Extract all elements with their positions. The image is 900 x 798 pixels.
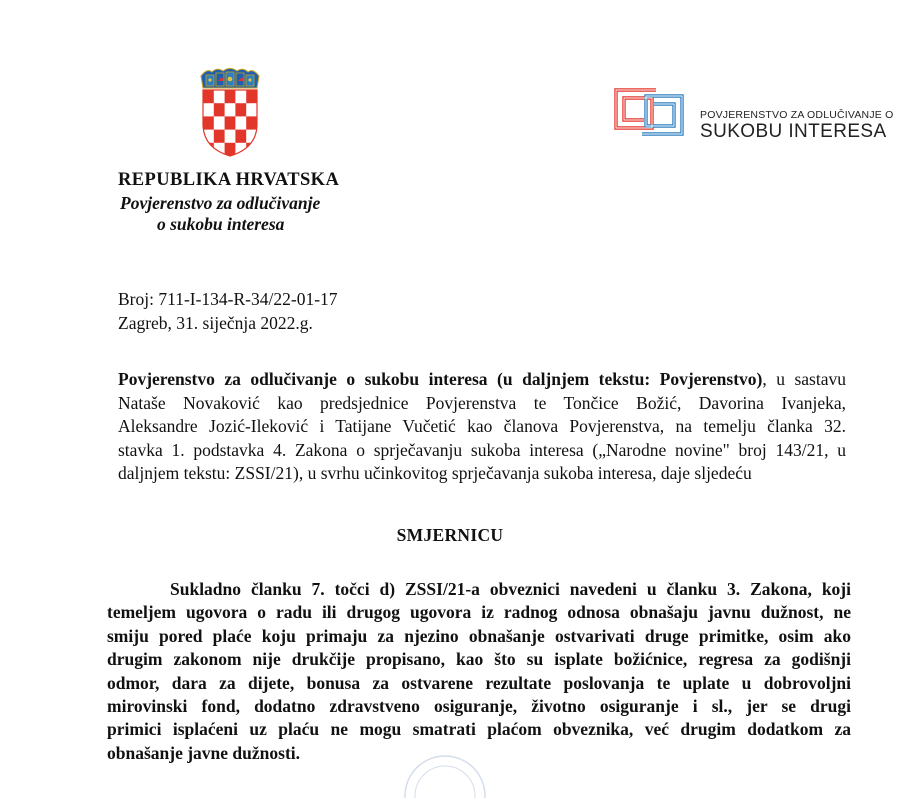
body-line: temeljem ugovora o radu ili drugog ugovora iz radnog odnosa obnašaju javnu dužnost, ne: [107, 602, 851, 623]
reference-number: Broj: 711-I-134-R-34/22-01-17: [118, 289, 338, 309]
body-line: Sukladno članku 7. točci d) ZSSI/21-a obveznici navedeni u članku 3. Zakona, koji: [170, 579, 851, 599]
guideline-paragraph: [107, 578, 851, 765]
intro-lead-bold: Povjerenstvo za odlučivanje o sukobu interesa (u daljnjem tekstu: Povjerenstvo): [118, 369, 763, 389]
body-line: mirovinski fond, dodatno zdravstveno osiguranje, životno osiguranje i sl., jer se drugi: [107, 696, 851, 717]
commission-logo-icon: [612, 84, 690, 140]
body-line: odmor, dara za dijete, bonusa za ostvarene rezultate poslovanja te uplate u dobrovoljni: [107, 672, 851, 693]
stamp-watermark-icon: [400, 748, 490, 798]
intro-line1-rest: , u sastavu: [762, 369, 846, 389]
issuer-line1: Povjerenstvo za odlučivanje: [120, 193, 321, 213]
intro-paragraph: [118, 368, 846, 486]
place-date: Zagreb, 31. siječnja 2022.g.: [118, 313, 313, 333]
logo-text-line1: POVJERENSTVO ZA ODLUČIVANJE O: [700, 109, 894, 121]
logo-text-line2: SUKOBU INTERESA: [700, 121, 887, 142]
body-line: obnašanje javne dužnosti.: [107, 742, 301, 763]
intro-line: Nataše Novaković kao predsjednice Povjerenstva te Tončice Božić, Davorina Ivanjeka,: [118, 392, 846, 413]
intro-line: stavka 1. podstavka 4. Zakona o sprječavanju sukoba interesa („Narodne novine" broj 143/21, u: [118, 439, 846, 460]
body-line: primici isplaćeni uz plaću ne mogu smatrati plaćom obveznika, već drugim dodatkom za: [107, 719, 851, 740]
body-line: drugim zakonom nije drukčije propisano, kao što su isplate božićnice, regresa za godišnji: [107, 649, 851, 670]
document-heading: SMJERNICU: [396, 525, 504, 545]
croatian-coat-of-arms-icon: [197, 66, 263, 158]
intro-line: [118, 368, 846, 392]
country-title: REPUBLIKA HRVATSKA: [118, 170, 340, 190]
intro-line: Aleksandre Jozić-Ileković i Tatijane Vučetić kao članova Povjerenstva, na temelju članka 32.: [118, 416, 846, 436]
body-line: smiju pored plaće koju primaju za njezino obnašanje ostvarivati druge primitke, osim ako: [107, 625, 851, 646]
issuer-line2: o sukobu interesa: [157, 214, 285, 234]
intro-line: daljnjem tekstu: ZSSI/21), u svrhu učinkovitog sprječavanja sukoba interesa, daje sljedeću: [118, 463, 752, 483]
